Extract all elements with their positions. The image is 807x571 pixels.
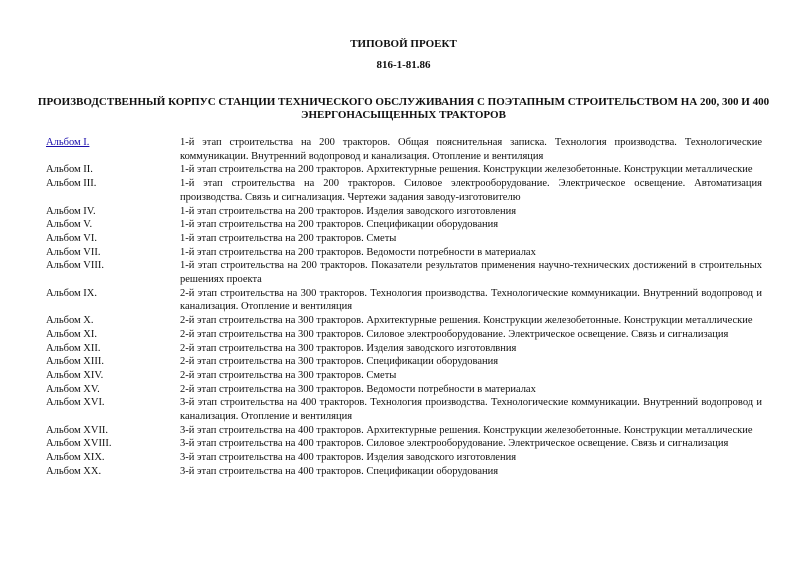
document-title: ТИПОВОЙ ПРОЕКТ	[350, 38, 457, 50]
album-name: Альбом XII.	[46, 342, 101, 354]
album-row	[46, 232, 762, 246]
album-name: Альбом II.	[46, 164, 93, 176]
album-row	[46, 314, 762, 328]
album-row	[46, 465, 762, 479]
album-description: 2-й этап строительства на 300 тракторов. Спецификации оборудования	[180, 356, 499, 368]
album-row	[46, 369, 762, 383]
album-name: Альбом XI.	[46, 328, 97, 340]
project-heading: ПРОИЗВОДСТВЕННЫЙ КОРПУС СТАНЦИИ ТЕХНИЧЕСКОГО ОБСЛУЖИВАНИЯ С ПОЭТАПНЫМ СТРОИТЕЛЬСТВОМ НА 200, 300 И 400 ЭНЕРГОНАСЫЩЕННЫХ ТРАКТОРОВ	[37, 96, 770, 121]
album-name: Альбом III.	[46, 178, 97, 190]
album-row	[46, 287, 762, 314]
album-name: Альбом XVII.	[46, 424, 109, 436]
album-row	[46, 437, 762, 451]
album-description: 3-й этап строительства на 400 тракторов. Архитектурные решения. Конструкции железобетонные. Конструкции металлические	[180, 424, 753, 436]
project-code: 816-1-81.86	[376, 59, 431, 71]
album-description: 3-й этап строительства на 400 тракторов. Силовое электрооборудование. Электрическое освещение. Связь и сигнализация	[180, 438, 729, 450]
album-row	[46, 205, 762, 219]
album-name: Альбом XVI.	[46, 397, 105, 409]
album-name: Альбом XVIII.	[46, 438, 112, 450]
album-row	[46, 342, 762, 356]
album-name: Альбом XX.	[46, 465, 102, 477]
album-description: 1-й этап строительства на 200 тракторов. Изделия заводского изготовления	[180, 205, 517, 217]
album-description: 1-й этап строительства на 200 тракторов. Силовое электрооборудование. Электрическое освещение. Автоматизация производства. Связь и сигнализация. Чертежи задания заводу-изготовителю	[180, 178, 762, 203]
album-description: 1-й этап строительства на 200 тракторов. Показатели результатов применения научно-технических достижений в строительных решениях проекта	[180, 260, 762, 286]
album-description: 1-й этап строительства на 200 тракторов. Архитектурные решения. Конструкции железобетонные. Конструкции металлические	[180, 164, 753, 176]
album-row	[46, 246, 762, 260]
album-row	[46, 396, 762, 423]
album-row	[46, 218, 762, 232]
album-name: Альбом XV.	[46, 383, 100, 395]
album-name: Альбом V.	[46, 219, 93, 231]
album-row	[46, 136, 762, 163]
album-name: Альбом IX.	[46, 287, 97, 299]
album-name: Альбом VII.	[46, 246, 101, 258]
album-row	[46, 424, 762, 438]
album-description: 1-й этап строительства на 200 тракторов. Ведомости потребности в материалах	[180, 246, 536, 258]
album-row	[46, 451, 762, 465]
album-list	[46, 136, 762, 479]
album-name: Альбом XIV.	[46, 369, 104, 381]
album-description: 2-й этап строительства на 300 тракторов. Силовое электрооборудование. Электрическое освещение. Связь и сигнализация	[180, 328, 729, 340]
album-row	[46, 163, 762, 177]
album-description: 2-й этап строительства на 300 тракторов. Сметы	[180, 369, 397, 381]
album-description: 2-й этап строительства на 300 тракторов. Изделия заводского изготовлвния	[180, 342, 517, 354]
album-row	[46, 355, 762, 369]
album-name: Альбом IV.	[46, 205, 96, 217]
album-description: 1-й этап строительства на 200 тракторов. Спецификации оборудования	[180, 219, 499, 231]
album-link[interactable]: Альбом I.	[46, 137, 90, 148]
album-row	[46, 259, 762, 286]
album-description: 2-й этап строительства на 300 тракторов. Ведомости потребности в материалах	[180, 383, 536, 395]
album-name: Альбом XIII.	[46, 356, 104, 368]
album-description: 3-й этап строительства на 400 тракторов. Изделия заводского изготовления	[180, 452, 517, 464]
album-name: Альбом XIX.	[46, 452, 105, 464]
album-name: Альбом X.	[46, 315, 94, 327]
album-description: 2-й этап строительства на 300 тракторов. Архитектурные решения. Конструкции железобетонные. Конструкции металлические	[180, 315, 753, 327]
album-description: 1-й этап строительства на 200 тракторов. Сметы	[180, 232, 397, 244]
album-description: 2-й этап строительства на 300 тракторов. Технология производства. Технологические коммуникации. Внутренний водопровод и канализация. Отопление и вентиляция	[180, 287, 762, 313]
album-description: 3-й этап строительства на 400 тракторов. Спецификации оборудования	[180, 465, 499, 477]
album-name: Альбом VIII.	[46, 260, 104, 272]
album-row	[46, 177, 762, 204]
album-row	[46, 383, 762, 397]
album-name: Альбом VI.	[46, 232, 97, 244]
album-description: 1-й этап строительства на 200 тракторов. Общая пояснительная записка. Технология производства. Технологические коммуникации. Внутренний водопровод и канализация. Отопление и вентиляция	[180, 137, 762, 162]
album-row	[46, 328, 762, 342]
album-description: 3-й этап строительства на 400 тракторов. Технология производства. Технологические коммуникации. Внутренний водопровод и канализация. Отопление и вентиляция	[180, 397, 762, 423]
